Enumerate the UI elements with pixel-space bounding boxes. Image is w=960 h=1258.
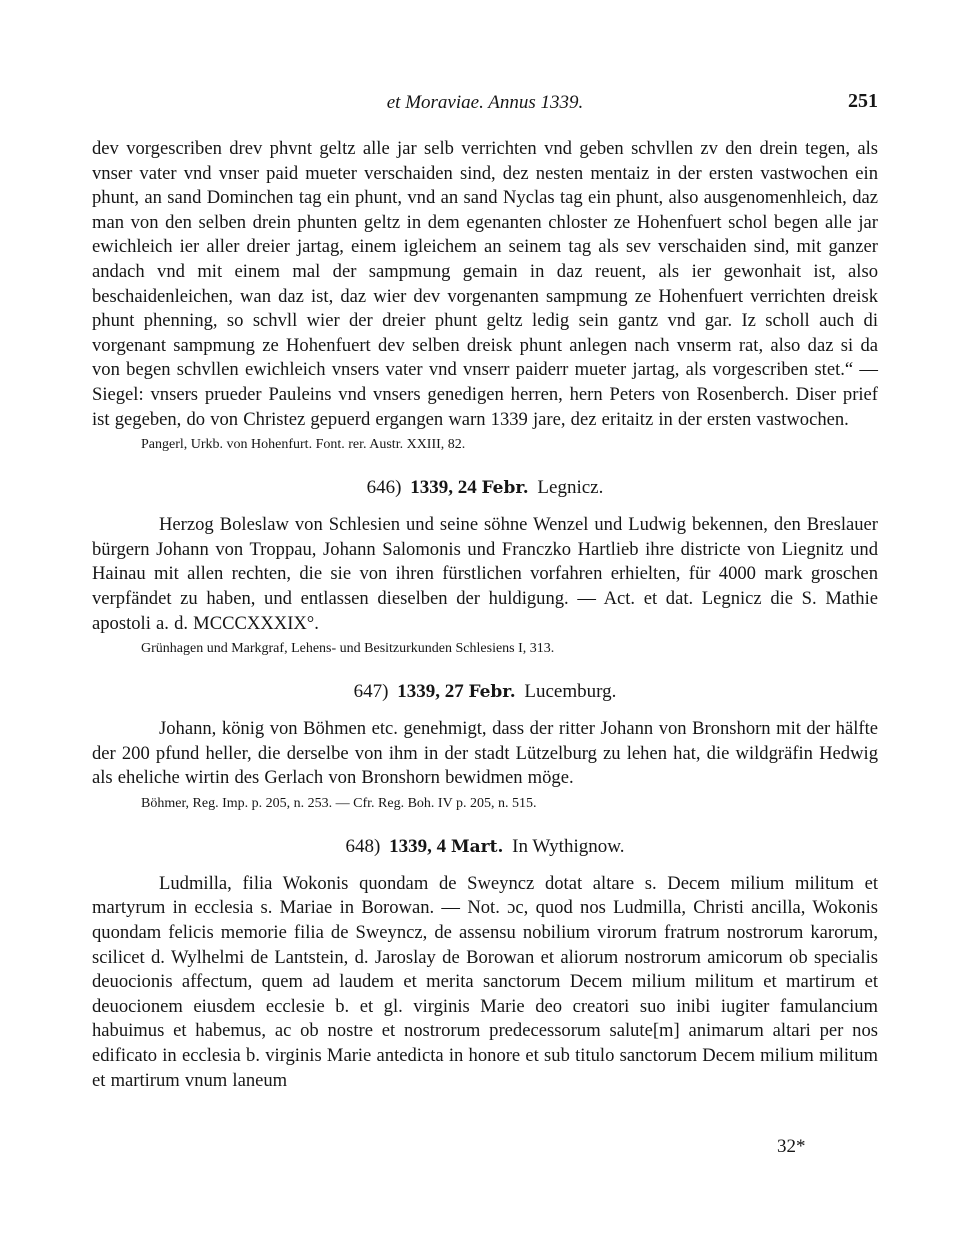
entry-date: 1339, 27: [397, 681, 464, 703]
entry-heading: [92, 679, 878, 705]
entry-date: 1339, 4: [389, 835, 447, 857]
entry-source: Grünhagen und Markgraf, Lehens- und Besitzurkunden Schlesiens I, 313.: [141, 641, 555, 657]
entry-place: In Wythignow.: [512, 835, 625, 857]
entry-text: Johann, könig von Böhmen etc. genehmigt, dass der ritter Johann von Bronshorn mit der hälfte der 200 pfund heller, die derselbe von ihm in der stadt Lützelburg zu lehen hat, die wildgräfin Hedwig als eheliche wirtin des Gerlach von Bronshorn bewidmen möge.: [92, 718, 878, 789]
entry-646: [92, 475, 878, 659]
running-header: [92, 90, 878, 120]
running-title: et Moraviae. Annus 1339.: [386, 92, 584, 113]
page-number: 251: [848, 90, 878, 112]
entry-heading: [92, 834, 878, 860]
continuation-paragraph: dev vorgescriben drev phvnt geltz alle jar selb verrichten vnd geben schvllen zv den drein tegen, als vnser vater vnd vnser paid mueter verschaiden sind, dez nesten mentaiz in der ersten vastwochen ein phunt, an sand Dominchen tag ein phunt, vnd an sand Nyclas tag ein phunt, also ausgenomenhleich, daz man von den selben drein phunten geltz in dem egenanten chloster ze Hohenfuert schol begen alle jar ewichleich ier aller dreier jartag, einem igleichem an seinem tag als sev verschaiden sind, mit ganzer andach vnd mit einem mal der sampmung gemain in daz reuent, als ier gewonhait ist, also beschaidenleichen, wan daz ist, daz wier dev vorgenanten sampmung ze Hohenfuert verrichten dreisk phunt phenning, so schvll wier der dreier phunt geltz ledig sein gantz vnd gar. Iz scholl auch di vorgenant sampmung ze Hohenfuert dev selben dreisk phunt anlegen nach vnserm rat, also daz si da von begen schvllen ewichleich vnsers vater vnd vnserr paiderr mueter jartag, als vorgescriben stet.“ — Siegel: vnsers prueder Pauleins vnd vnsers genedigen herren, hern Peters von Rosenberch. Diser prief ist gegeben, do von Christez gepuerd ergangen warn 1339 jare, dez eritaitz in der ersten vastwochen.: [92, 138, 878, 430]
entry-number: 647): [353, 681, 389, 703]
entry-source: Böhmer, Reg. Imp. p. 205, n. 253. — Cfr. Reg. Boh. IV p. 205, n. 515.: [141, 795, 537, 811]
entry-text: Ludmilla, filia Wokonis quondam de Sweyncz dotat altare s. Decem milium militum et martyrum in ecclesia s. Mariae in Borowan. — Not. ɔc, quod nos Ludmilla, Christi ancilla, Wokonis quondam felicis memorie filia de Sweyncz, de assensu nobilium virorum fratrum nostrorum karorum, scilicet d. Wylhelmi de Lantstein, d. Jaroslay de Borowan et aliorum nostrorum amicorum ob specialis deuocionis affectum, quem ad laudem et merita sanctorum Decem milium militum et martirum et deuocionem eiusdem ecclesie b. et gl. virginis Marie deo creatori suo inibi iugiter famulancium habuimus et habemus, ac ob nostre et nostrorum predecessorum salute[m] animarum altari per nos edificato in ecclesia b. virginis Marie antedicta in honore et sub titulo sanctorum Decem milium militum et martirum vnum laneum: [92, 872, 878, 1091]
entry-647: [92, 679, 878, 814]
entry-date: 1339, 24: [410, 477, 477, 499]
entry-month: Mart.: [450, 836, 504, 857]
entry-number: 648): [345, 835, 381, 857]
entry-place: Legnicz.: [537, 477, 604, 499]
entry-648: [92, 834, 878, 1093]
signature-mark: 32*: [777, 1136, 806, 1157]
continuation-source: Pangerl, Urkb. von Hohenfurt. Font. rer. Austr. XXIII, 82.: [141, 437, 466, 453]
entry-number: 646): [366, 477, 402, 499]
entry-heading: [92, 475, 878, 501]
entry-month: Febr.: [481, 478, 529, 499]
entry-place: Lucemburg.: [524, 681, 617, 703]
entry-text: Herzog Boleslaw von Schlesien und seine söhne Wenzel und Ludwig bekennen, den Breslauer bürgern Johann von Troppau, Johann Salomonis und Franczko Hartlieb ihre districte von Liegnitz und Hainau mit allen rechten, die sie von ihren fürstlichen vorfahren erhielten, für 4000 mark groschen verpfändet zu haben, und entlassen dieselben der huldigung. — Act. et dat. Legnicz die S. Mathie apostoli a. d. MCCCXXXIX°.: [92, 514, 878, 634]
body-text: [92, 137, 878, 1093]
entry-month: Febr.: [468, 682, 516, 703]
